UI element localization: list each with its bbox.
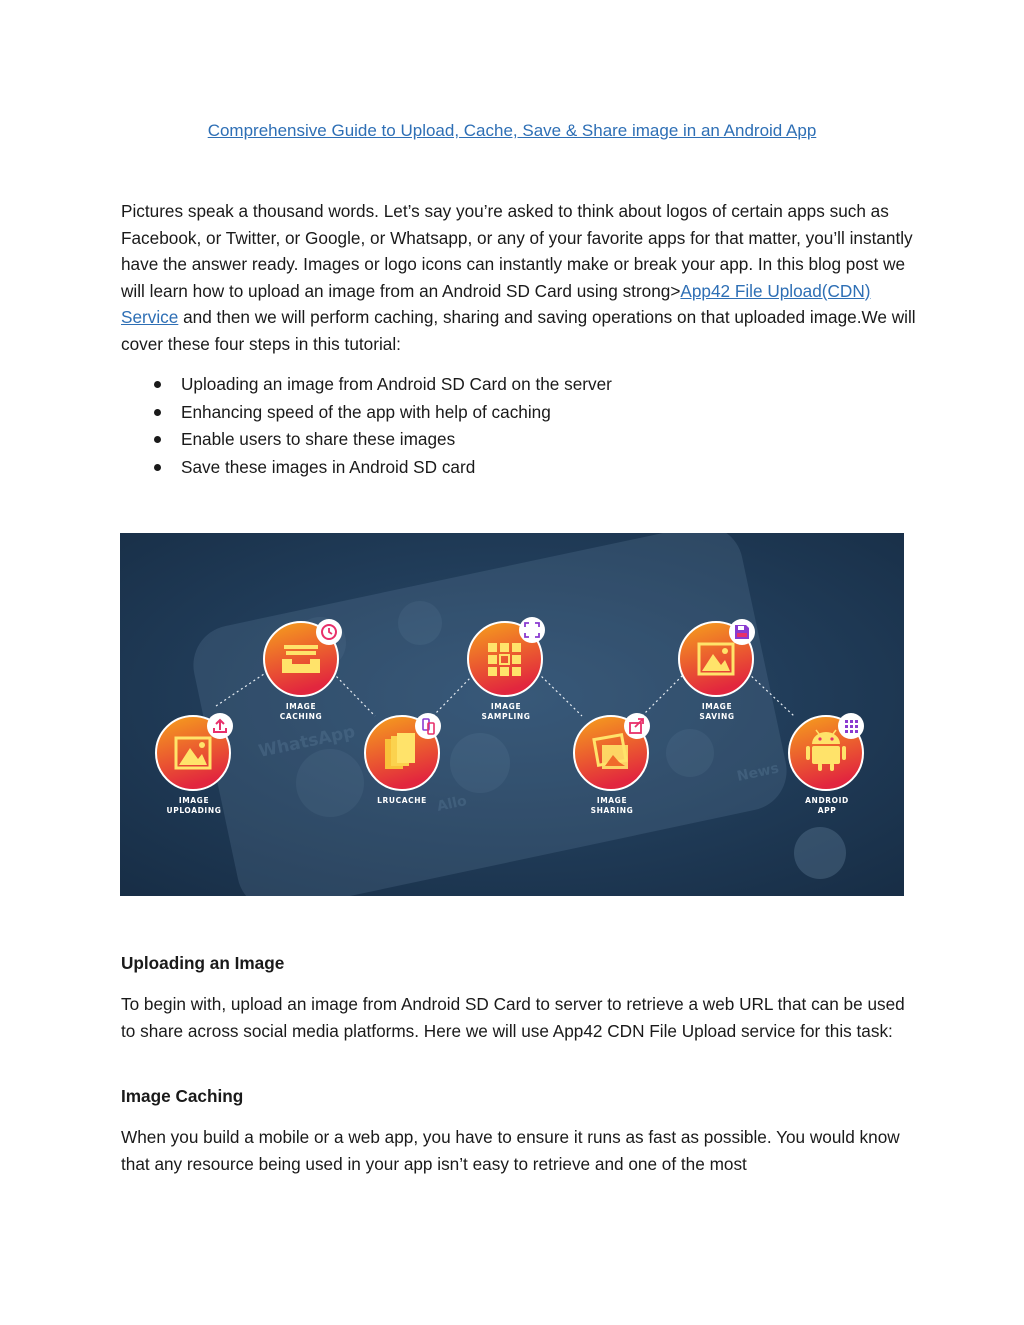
intro-text-after-link: and then we will perform caching, sharing and saving operations on that uploaded image.We will cover these four steps in this tutorial: bbox=[121, 307, 916, 354]
section-heading-uploading: Uploading an Image bbox=[121, 953, 285, 973]
intro-text-before-link: Pictures speak a thousand words. Let’s say you’re asked to think about logos of certain apps such as Facebook, or Twitter, or Google, or Whatsapp, or any of your favorite apps for that matter, you’ll instantly have the answer ready. Images or logo icons can instantly make or break your app. In this blog post we will learn how to upload an image from an Android SD Card using strong> bbox=[121, 201, 913, 301]
node-label-line1: ANDROID bbox=[805, 796, 849, 805]
node-label-line2: SAMPLING bbox=[481, 712, 531, 721]
node-label-line1: IMAGE bbox=[701, 702, 733, 711]
bullet-item: Save these images in Android SD card bbox=[121, 454, 612, 482]
bullet-item: Enhancing speed of the app with help of caching bbox=[121, 399, 612, 427]
node-label-line2: APP bbox=[817, 806, 837, 815]
node-label-line2: CACHING bbox=[279, 712, 323, 721]
section-body-uploading: To begin with, upload an image from Android SD Card to server to retrieve a web URL that can be used to share across social media platforms. Here we will use App42 CDN File Upload service for this task: bbox=[121, 994, 905, 1041]
bg-word-whatsapp: WhatsApp bbox=[256, 721, 357, 762]
bullet-item: Uploading an image from Android SD Card on the server bbox=[121, 371, 612, 399]
node-label-line1: LRUCACHE bbox=[377, 796, 427, 805]
node-label-line1: IMAGE bbox=[596, 796, 628, 805]
steps-bullet-list bbox=[121, 371, 612, 481]
apps-grid-icon bbox=[845, 720, 858, 733]
section-body-caching: When you build a mobile or a web app, you have to ensure it runs as fast as possible. You would know that any resource being used in your app isn’t easy to retrieve and one of the most bbox=[121, 1127, 900, 1174]
node-label-line1: IMAGE bbox=[285, 702, 317, 711]
node-label-line1: IMAGE bbox=[490, 702, 522, 711]
save-disk-icon bbox=[735, 625, 749, 639]
node-label-line1: IMAGE bbox=[178, 796, 210, 805]
bg-word-news: News bbox=[735, 760, 781, 785]
intro-paragraph bbox=[121, 198, 921, 357]
workflow-banner-image bbox=[120, 533, 904, 896]
section-heading-caching: Image Caching bbox=[121, 1086, 244, 1106]
bullet-item: Enable users to share these images bbox=[121, 426, 612, 454]
document-title-link[interactable]: Comprehensive Guide to Upload, Cache, Save & Share image in an Android App bbox=[207, 121, 817, 140]
node-label-line2: SHARING bbox=[590, 806, 634, 815]
bg-word-allo: Allo bbox=[435, 793, 469, 815]
node-label-line2: SAVING bbox=[699, 712, 735, 721]
node-label-line2: UPLOADING bbox=[166, 806, 222, 815]
app42-cdn-service-link[interactable]: App42 File Upload(CDN) Service bbox=[121, 280, 871, 327]
